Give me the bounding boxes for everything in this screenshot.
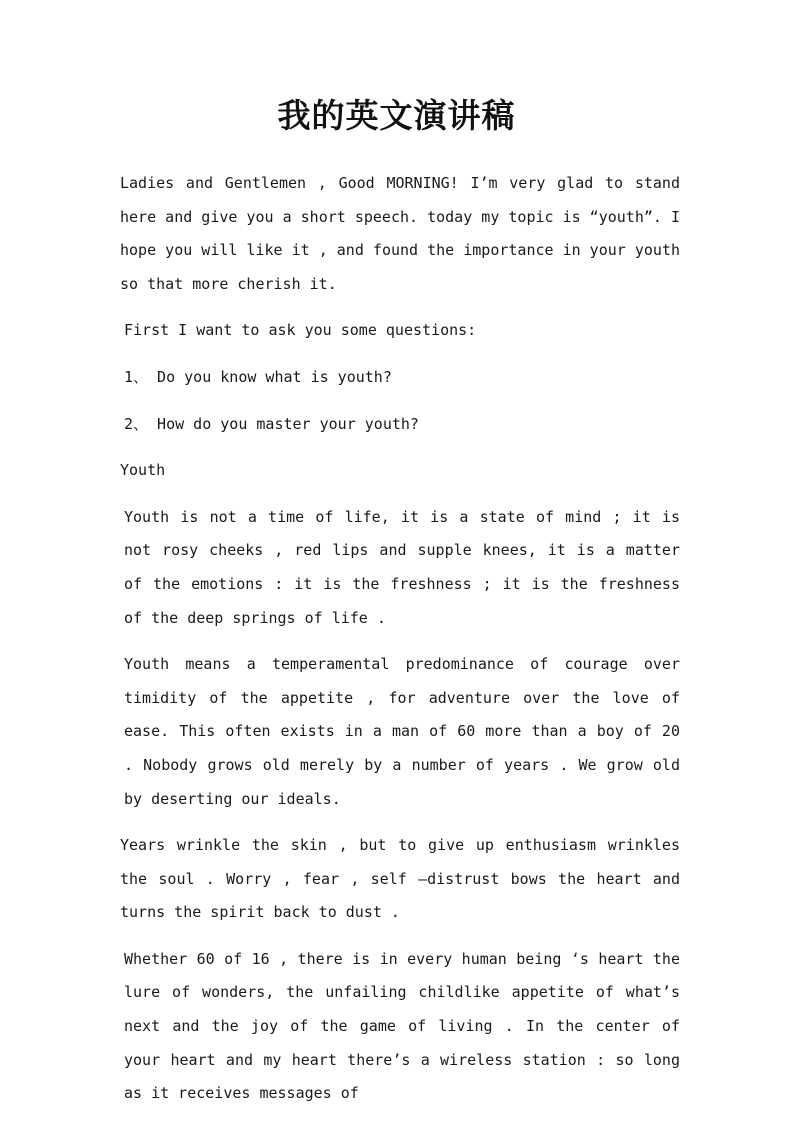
paragraph-question-2: 2、 How do you master your youth? [124,414,419,433]
document-title: 我的英文演讲稿 [277,96,516,135]
paragraph-question-1: 1、 Do you know what is youth? [124,367,392,386]
document-body [120,167,680,1124]
paragraph-wireless-station: Whether 60 of 16 , there is in every human being ‘s heart the lure of wonders, the unfailing childlike appetite of what’s next and the joy of the game of living . In the center of your heart and my heart there’s a wireless station : so long as it receives messages of [124,949,680,1103]
paragraph-youth-courage: Youth means a temperamental predominance of courage over timidity of the appetite , for adventure over the love of ease. This often exists in a man of 60 more than a boy of 20 . Nobody grows old merely by a number of years . We grow old by deserting our ideals. [124,655,680,808]
paragraph-youth-state-of-mind: Youth is not a time of life, it is a state of mind ; it is not rosy cheeks , red lips and supple knees, it is a matter of the emotions : it is the freshness ; it is the freshness of the deep springs of life . [124,507,680,627]
paragraph-years-wrinkle: Years wrinkle the skin , but to give up enthusiasm wrinkles the soul . Worry , fear , self –distrust bows the heart and turns the spirit back to dust . [120,836,680,922]
paragraph-questions-intro: First I want to ask you some questions: [124,321,477,340]
section-heading-youth: Youth [120,461,166,480]
paragraph-greeting: Ladies and Gentlemen , Good MORNING! I’m very glad to stand here and give you a short speech. today my topic is “youth”. I hope you will like it , and found the importance in your youth so that more cherish it. [120,174,680,293]
